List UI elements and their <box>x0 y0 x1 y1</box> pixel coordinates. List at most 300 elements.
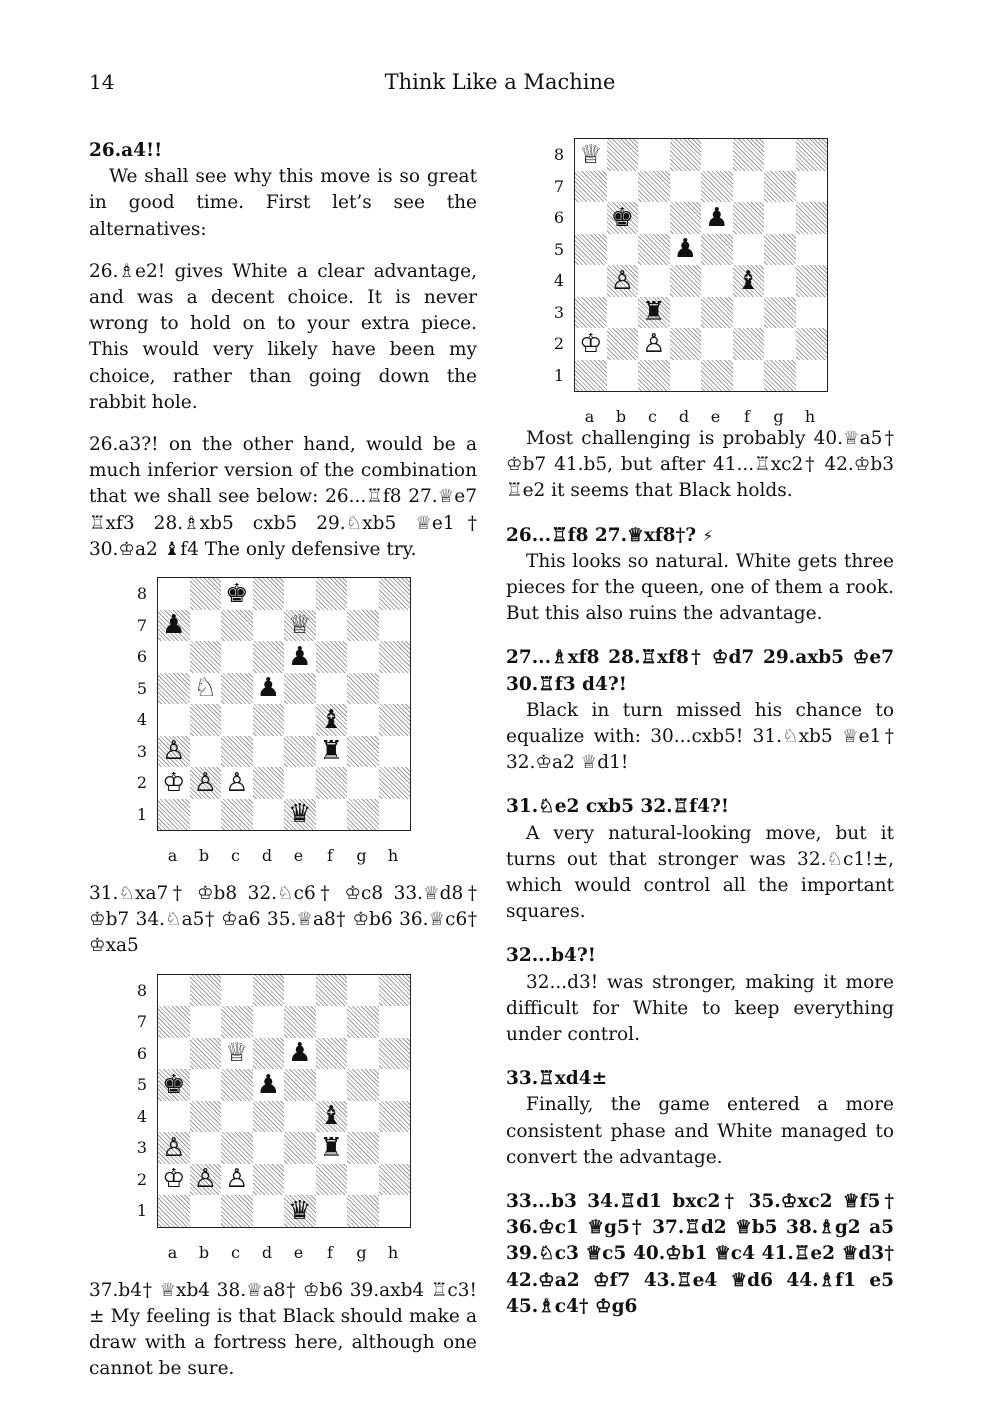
square-f7 <box>733 171 765 203</box>
square-a2 <box>158 1164 190 1196</box>
chess-piece-icon: ♟ <box>256 673 280 704</box>
square-f3 <box>316 1132 348 1164</box>
square-g5 <box>347 1069 379 1101</box>
chess-piece-icon: ♘ <box>193 673 217 704</box>
file-label: d <box>261 1242 273 1262</box>
square-e2 <box>284 767 316 799</box>
square-d2 <box>670 328 702 360</box>
square-h3 <box>796 297 828 329</box>
file-label: h <box>804 407 816 426</box>
square-a3 <box>575 297 607 329</box>
square-b4 <box>190 704 222 736</box>
file-label: e <box>293 1242 304 1262</box>
square-c3 <box>221 1132 253 1164</box>
chess-piece-icon: ♚ <box>225 578 249 609</box>
square-f2 <box>316 1164 348 1196</box>
square-h4 <box>379 704 411 736</box>
paragraph: A very natural-looking move, but it turns out that stronger was 32.♘c1!±, which would control all the important squares. <box>506 822 894 923</box>
square-c8 <box>221 578 253 610</box>
square-e1 <box>284 799 316 831</box>
square-c5 <box>638 234 670 266</box>
chess-piece-icon: ♟ <box>256 1069 280 1100</box>
square-b5 <box>190 1069 222 1101</box>
chess-piece-icon: ♕ <box>225 1038 249 1069</box>
file-label: a <box>167 846 178 866</box>
square-a8 <box>158 975 190 1007</box>
square-b8 <box>190 975 222 1007</box>
rank-label: 8 <box>136 584 148 604</box>
rank-label: 8 <box>553 145 565 164</box>
chess-piece-icon: ♟ <box>162 610 186 641</box>
square-d3 <box>253 1132 285 1164</box>
square-g2 <box>764 328 796 360</box>
square-c7 <box>221 610 253 642</box>
square-g7 <box>764 171 796 203</box>
rank-label: 5 <box>136 1075 148 1095</box>
square-g7 <box>347 1006 379 1038</box>
chess-board <box>157 974 411 1228</box>
square-h6 <box>379 1038 411 1070</box>
paragraph: This looks so natural. White gets three pieces for the queen, one of them a rook. But this also ruins the advantage. <box>506 550 894 625</box>
square-c6 <box>638 202 670 234</box>
square-h7 <box>379 1006 411 1038</box>
square-h5 <box>796 234 828 266</box>
square-e5 <box>284 1069 316 1101</box>
square-d5 <box>253 1069 285 1101</box>
square-d3 <box>253 736 285 768</box>
square-e4 <box>701 265 733 297</box>
square-g6 <box>347 1038 379 1070</box>
square-d4 <box>253 1101 285 1133</box>
square-g1 <box>347 1195 379 1227</box>
square-f8 <box>316 975 348 1007</box>
unclear-symbol-icon: ⚡ <box>702 526 714 545</box>
square-g5 <box>764 234 796 266</box>
square-a6 <box>158 641 190 673</box>
square-a7 <box>575 171 607 203</box>
square-f4 <box>733 265 765 297</box>
right-column <box>506 138 894 1320</box>
paragraph: We shall see why this move is so great in good time. First let’s see the alternatives: <box>89 166 477 240</box>
square-b8 <box>607 139 639 171</box>
rank-label: 2 <box>553 334 565 353</box>
square-f4 <box>316 1101 348 1133</box>
file-label: a <box>584 407 595 426</box>
paragraph: 37.b4† ♕xb4 38.♕a8† ♔b6 39.axb4 ♖c3!± My feeling is that Black should make a draw with a fortress here, although one cannot be sure. <box>89 1279 477 1380</box>
square-a1 <box>158 799 190 831</box>
square-g4 <box>764 265 796 297</box>
rank-label: 4 <box>553 271 565 290</box>
square-a7 <box>158 1006 190 1038</box>
square-c1 <box>221 1195 253 1227</box>
square-c2 <box>221 1164 253 1196</box>
rank-label: 3 <box>553 302 565 322</box>
square-b7 <box>190 1006 222 1038</box>
square-b5 <box>607 234 639 266</box>
chess-diagram-2 <box>89 974 477 1274</box>
square-d6 <box>253 641 285 673</box>
move-heading: 32...b4?! <box>506 945 596 967</box>
rank-label: 3 <box>136 1138 148 1158</box>
move-heading: 33...b3 34.♖d1 bxc2† 35.♔xc2 ♕f5† 36.♔c1 ♕g5† 37.♖d2 ♕b5 38.♗g2 a5 39.♘c3 ♕c5 40.♔b1 ♕c4 41.♖e2 ♕d3† 42.♔a2 ♔f7 43.♖e4 ♕d6 44.♗f1 e5 45.♗c4† ♔g6 <box>506 1191 894 1317</box>
square-a5 <box>575 234 607 266</box>
paragraph: 26.♗e2! gives White a clear advantage, and was a decent choice. It is never wrong to hold on to your extra piece. This would very likely have been my choice, rather than going down the rabbit hole. <box>89 260 477 413</box>
square-g3 <box>347 1132 379 1164</box>
square-g4 <box>347 704 379 736</box>
square-d6 <box>253 1038 285 1070</box>
square-d2 <box>253 767 285 799</box>
square-f5 <box>316 1069 348 1101</box>
rank-label: 1 <box>553 365 565 385</box>
chess-piece-icon: ♜ <box>642 297 666 328</box>
square-g1 <box>764 360 796 392</box>
square-b2 <box>607 328 639 360</box>
square-d1 <box>670 360 702 392</box>
file-label: f <box>327 1242 333 1262</box>
square-a1 <box>575 360 607 392</box>
chess-piece-icon: ♔ <box>162 1164 186 1195</box>
rank-label: 5 <box>136 678 148 698</box>
square-f6 <box>733 202 765 234</box>
square-h2 <box>796 328 828 360</box>
move-heading: 26.a4!! <box>89 140 163 161</box>
file-label: b <box>198 846 210 866</box>
chess-piece-icon: ♝ <box>319 704 343 735</box>
chess-piece-icon: ♔ <box>579 328 603 359</box>
square-f6 <box>316 641 348 673</box>
square-d7 <box>670 171 702 203</box>
square-b8 <box>190 578 222 610</box>
left-column <box>89 138 477 1382</box>
square-d8 <box>670 139 702 171</box>
square-h3 <box>379 736 411 768</box>
file-label: c <box>648 407 657 426</box>
square-h8 <box>379 975 411 1007</box>
square-e8 <box>284 975 316 1007</box>
chess-piece-icon: ♕ <box>288 610 312 641</box>
square-c8 <box>638 139 670 171</box>
rank-label: 6 <box>136 1043 148 1063</box>
square-d4 <box>253 704 285 736</box>
file-label: f <box>744 407 750 426</box>
square-b6 <box>607 202 639 234</box>
chess-piece-icon: ♚ <box>610 202 634 233</box>
file-label: c <box>231 1242 240 1262</box>
chess-diagram-1 <box>89 577 477 877</box>
move-heading: 33.♖xd4± <box>506 1068 608 1090</box>
square-e1 <box>701 360 733 392</box>
square-d5 <box>253 673 285 705</box>
square-b4 <box>190 1101 222 1133</box>
square-c1 <box>638 360 670 392</box>
square-a8 <box>158 578 190 610</box>
file-label: d <box>261 846 273 866</box>
file-label: b <box>615 407 627 426</box>
chess-piece-icon: ♟ <box>288 641 312 672</box>
paragraph: 31.♘xa7† ♔b8 32.♘c6† ♔c8 33.♕d8† ♔b7 34.♘a5† ♔a6 35.♕a8† ♔b6 36.♕c6† ♔xa5 <box>89 883 477 957</box>
chess-piece-icon: ♙ <box>642 328 666 359</box>
square-c5 <box>221 673 253 705</box>
square-a4 <box>158 1101 190 1133</box>
square-c8 <box>221 975 253 1007</box>
square-g3 <box>764 297 796 329</box>
square-h7 <box>796 171 828 203</box>
file-label: h <box>387 1242 399 1262</box>
chess-piece-icon: ♕ <box>579 139 603 170</box>
square-b6 <box>190 1038 222 1070</box>
square-d5 <box>670 234 702 266</box>
square-b5 <box>190 673 222 705</box>
chess-piece-icon: ♛ <box>288 799 312 830</box>
square-h6 <box>379 641 411 673</box>
square-g3 <box>347 736 379 768</box>
square-b1 <box>607 360 639 392</box>
square-d2 <box>253 1164 285 1196</box>
square-f6 <box>316 1038 348 1070</box>
rank-label: 7 <box>136 1012 148 1032</box>
square-d6 <box>670 202 702 234</box>
square-e7 <box>701 171 733 203</box>
square-a7 <box>158 610 190 642</box>
square-g1 <box>347 799 379 831</box>
square-g2 <box>347 767 379 799</box>
square-b6 <box>190 641 222 673</box>
square-d8 <box>253 975 285 1007</box>
square-f2 <box>316 767 348 799</box>
rank-label: 2 <box>136 773 148 793</box>
square-c2 <box>221 767 253 799</box>
square-e2 <box>284 1164 316 1196</box>
square-f1 <box>316 1195 348 1227</box>
square-h8 <box>796 139 828 171</box>
square-e5 <box>284 673 316 705</box>
rank-label: 1 <box>136 804 148 824</box>
chess-piece-icon: ♙ <box>610 265 634 296</box>
square-c2 <box>638 328 670 360</box>
rank-label: 7 <box>136 615 148 635</box>
square-e2 <box>701 328 733 360</box>
square-a6 <box>158 1038 190 1070</box>
rank-label: 5 <box>553 239 565 259</box>
chess-piece-icon: ♙ <box>193 767 217 798</box>
move-heading-text: 26...♖f8 27.♕xf8†? <box>506 524 697 546</box>
square-d7 <box>253 1006 285 1038</box>
rank-label: 6 <box>136 647 148 667</box>
square-g7 <box>347 610 379 642</box>
move-heading: 31.♘e2 cxb5 32.♖f4?! <box>506 796 729 818</box>
square-a4 <box>158 704 190 736</box>
square-c1 <box>221 799 253 831</box>
file-label: h <box>387 846 399 866</box>
chess-piece-icon: ♟ <box>705 202 729 233</box>
square-b2 <box>190 767 222 799</box>
square-c3 <box>221 736 253 768</box>
square-d1 <box>253 1195 285 1227</box>
paragraph: Black in turn missed his chance to equalize with: 30...cxb5! 31.♘xb5 ♕e1† 32.♔a2 ♕d1! <box>506 699 894 774</box>
rank-label: 8 <box>136 980 148 1000</box>
square-f8 <box>316 578 348 610</box>
chess-piece-icon: ♟ <box>288 1038 312 1069</box>
file-label: g <box>773 407 784 426</box>
square-b7 <box>607 171 639 203</box>
square-b3 <box>190 1132 222 1164</box>
square-f5 <box>733 234 765 266</box>
file-label: g <box>356 846 367 866</box>
square-h1 <box>379 799 411 831</box>
paragraph: 26.a3?! on the other hand, would be a much inferior version of the combination that we shall see below: 26...♖f8 27.♕e7 ♖xf3 28.♗xb5 cxb5 29.♘xb5 ♕e1† 30.♔a2 ♝f4 The only defensive try. <box>89 434 477 560</box>
square-g8 <box>764 139 796 171</box>
square-e4 <box>284 1101 316 1133</box>
square-a6 <box>575 202 607 234</box>
square-c6 <box>221 1038 253 1070</box>
square-b1 <box>190 799 222 831</box>
square-g6 <box>764 202 796 234</box>
file-label: e <box>293 846 304 866</box>
paragraph: 32...d3! was stronger, making it more difficult for White to keep everything under control. <box>506 971 894 1046</box>
square-b4 <box>607 265 639 297</box>
chess-board <box>574 138 828 392</box>
square-g8 <box>347 975 379 1007</box>
square-g8 <box>347 578 379 610</box>
square-a5 <box>158 673 190 705</box>
square-h4 <box>379 1101 411 1133</box>
square-d4 <box>670 265 702 297</box>
square-e7 <box>284 1006 316 1038</box>
square-e3 <box>284 736 316 768</box>
square-e8 <box>284 578 316 610</box>
square-g5 <box>347 673 379 705</box>
chess-piece-icon: ♙ <box>225 767 249 798</box>
square-e1 <box>284 1195 316 1227</box>
square-a2 <box>158 767 190 799</box>
page-number: 14 <box>89 70 115 94</box>
chess-piece-icon: ♙ <box>225 1164 249 1195</box>
square-c7 <box>638 171 670 203</box>
square-h1 <box>379 1195 411 1227</box>
chess-piece-icon: ♝ <box>319 1101 343 1132</box>
square-e4 <box>284 704 316 736</box>
square-e8 <box>701 139 733 171</box>
square-e3 <box>701 297 733 329</box>
square-h5 <box>379 1069 411 1101</box>
rank-label: 7 <box>553 176 565 196</box>
rank-label: 3 <box>136 741 148 761</box>
square-f3 <box>733 297 765 329</box>
square-f1 <box>733 360 765 392</box>
running-title: Think Like a Machine <box>384 70 616 94</box>
square-e3 <box>284 1132 316 1164</box>
square-h4 <box>796 265 828 297</box>
square-b2 <box>190 1164 222 1196</box>
chess-piece-icon: ♟ <box>673 234 697 265</box>
square-a3 <box>158 736 190 768</box>
square-a4 <box>575 265 607 297</box>
square-c7 <box>221 1006 253 1038</box>
square-c4 <box>221 704 253 736</box>
square-c6 <box>221 641 253 673</box>
rank-label: 6 <box>553 208 565 227</box>
chess-piece-icon: ♔ <box>162 767 186 798</box>
square-f8 <box>733 139 765 171</box>
square-d8 <box>253 578 285 610</box>
chess-diagram-3 <box>506 138 894 426</box>
chess-piece-icon: ♝ <box>736 265 760 296</box>
square-f3 <box>316 736 348 768</box>
square-e6 <box>701 202 733 234</box>
square-f4 <box>316 704 348 736</box>
square-a5 <box>158 1069 190 1101</box>
square-b7 <box>190 610 222 642</box>
square-h2 <box>379 1164 411 1196</box>
square-a8 <box>575 139 607 171</box>
paragraph: Finally, the game entered a more consistent phase and White managed to convert the advantage. <box>506 1094 894 1168</box>
square-e6 <box>284 641 316 673</box>
move-heading <box>506 523 894 549</box>
square-h7 <box>379 610 411 642</box>
rank-label: 1 <box>136 1201 148 1221</box>
square-f7 <box>316 1006 348 1038</box>
square-f2 <box>733 328 765 360</box>
square-a3 <box>158 1132 190 1164</box>
square-g2 <box>347 1164 379 1196</box>
file-label: c <box>231 846 240 866</box>
chess-piece-icon: ♚ <box>162 1069 186 1100</box>
square-a1 <box>158 1195 190 1227</box>
square-e6 <box>284 1038 316 1070</box>
square-h6 <box>796 202 828 234</box>
square-e7 <box>284 610 316 642</box>
rank-label: 4 <box>136 710 148 730</box>
chess-board <box>157 577 411 831</box>
square-h2 <box>379 767 411 799</box>
square-d7 <box>253 610 285 642</box>
square-d3 <box>670 297 702 329</box>
file-label: e <box>710 407 721 426</box>
square-f7 <box>316 610 348 642</box>
chess-piece-icon: ♜ <box>319 736 343 767</box>
square-f1 <box>316 799 348 831</box>
square-h3 <box>379 1132 411 1164</box>
chess-piece-icon: ♜ <box>319 1132 343 1163</box>
move-heading: 27...♗xf8 28.♖xf8† ♔d7 29.axb5 ♔e7 30.♖f3 d4?! <box>506 647 894 695</box>
chess-piece-icon: ♛ <box>288 1195 312 1226</box>
square-c3 <box>638 297 670 329</box>
file-label: f <box>327 846 333 866</box>
square-d1 <box>253 799 285 831</box>
rank-label: 4 <box>136 1106 148 1126</box>
square-b1 <box>190 1195 222 1227</box>
square-b3 <box>190 736 222 768</box>
square-h5 <box>379 673 411 705</box>
chess-piece-icon: ♙ <box>193 1164 217 1195</box>
square-h1 <box>796 360 828 392</box>
paragraph: Most challenging is probably 40.♕a5† ♔b7 41.b5, but after 41...♖xc2† 42.♔b3 ♖e2 it seems that Black holds. <box>506 428 894 502</box>
square-h8 <box>379 578 411 610</box>
square-c4 <box>638 265 670 297</box>
file-label: b <box>198 1242 210 1262</box>
file-label: a <box>167 1242 178 1262</box>
file-label: g <box>356 1242 367 1262</box>
square-g4 <box>347 1101 379 1133</box>
chess-piece-icon: ♙ <box>162 1132 186 1163</box>
square-b3 <box>607 297 639 329</box>
square-f5 <box>316 673 348 705</box>
rank-label: 2 <box>136 1169 148 1189</box>
square-e5 <box>701 234 733 266</box>
square-g6 <box>347 641 379 673</box>
square-c4 <box>221 1101 253 1133</box>
square-c5 <box>221 1069 253 1101</box>
